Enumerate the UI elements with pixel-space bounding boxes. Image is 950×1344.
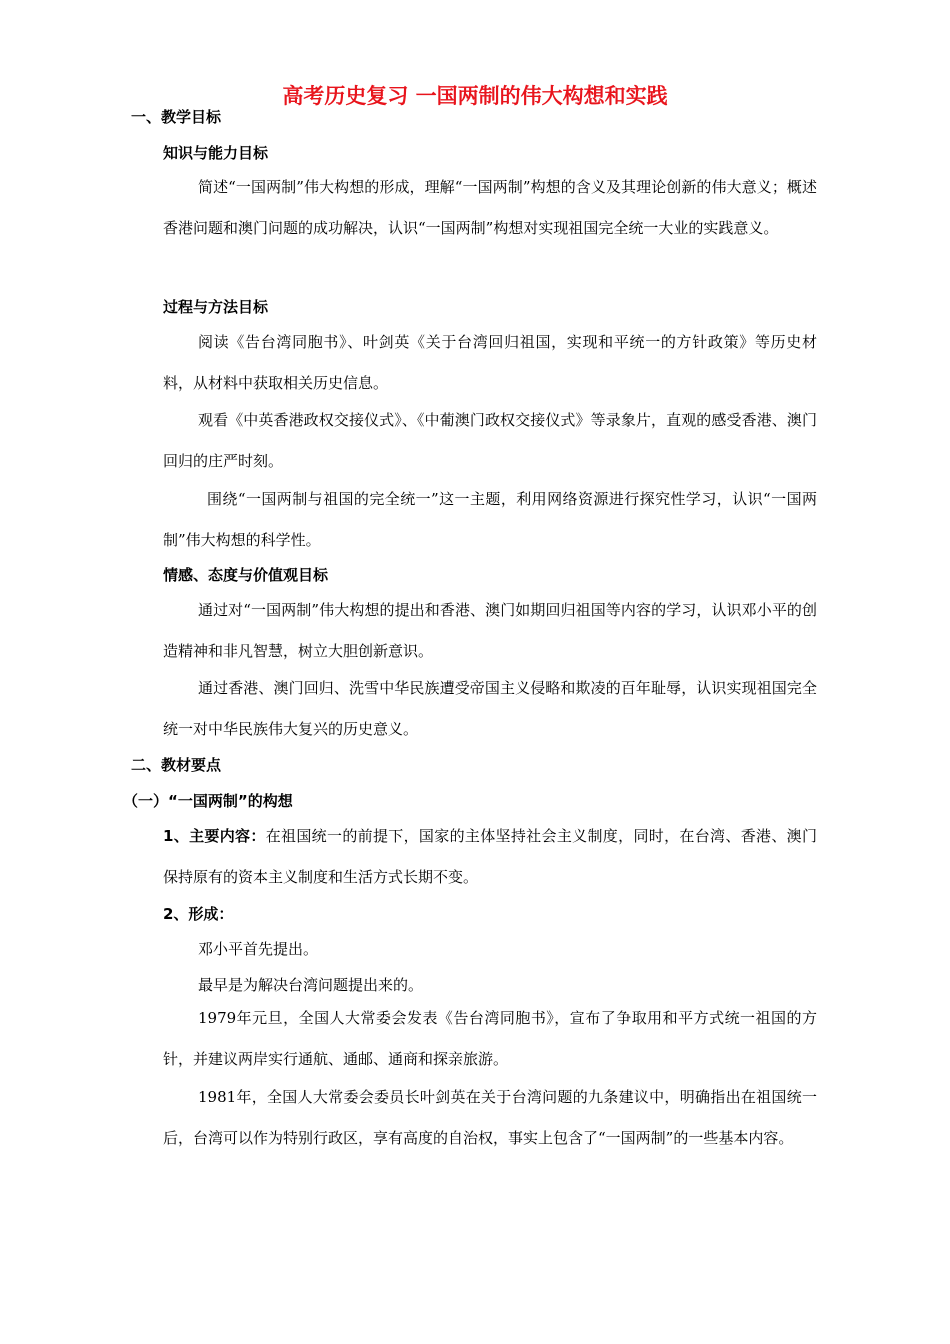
paragraph-emotion-2: 通过香港、澳门回归、洗雪中华民族遭受帝国主义侵略和欺凌的百年耻辱，认识实现祖国完全统一对中华民族伟大复兴的历史意义。 <box>163 679 817 738</box>
subheading-process-method: 过程与方法目标 <box>163 298 269 316</box>
paragraph-process-1: 阅读《告台湾同胞书》、叶剑英《关于台湾回归祖国，实现和平统一的方针政策》等历史材料，从材料中获取相关历史信息。 <box>163 333 817 392</box>
section-heading-key-points: 二、教材要点 <box>131 756 222 774</box>
line-deng-proposed: 邓小平首先提出。 <box>198 940 319 958</box>
paragraph-knowledge: 简述“一国两制”伟大构想的形成，理解“一国两制”构想的含义及其理论创新的伟大意义；概述香港问题和澳门问题的成功解决，认识“一国两制”构想对实现祖国完全统一大业的实践意义。 <box>163 178 817 237</box>
paragraph-main-content <box>163 816 817 898</box>
subheading-one-country-two-systems: （一）“一国两制”的构想 <box>123 792 293 810</box>
paragraph-1979: 1979年元旦，全国人大常委会发表《告台湾同胞书》，宣布了争取用和平方式统一祖国的方针，并建议两岸实行通航、通邮、通商和探亲旅游。 <box>163 1009 817 1068</box>
section-heading-teaching-goals: 一、教学目标 <box>131 108 222 126</box>
paragraph-emotion-1: 通过对“一国两制”伟大构想的提出和香港、澳门如期回归祖国等内容的学习，认识邓小平的创造精神和非凡智慧，树立大胆创新意识。 <box>163 601 817 660</box>
paragraph-1981: 1981年，全国人大常委会委员长叶剑英在关于台湾问题的九条建议中，明确指出在祖国统一后，台湾可以作为特别行政区，享有高度的自治权，事实上包含了“一国两制”的一些基本内容。 <box>163 1088 817 1147</box>
text-main-content: 在祖国统一的前提下，国家的主体坚持社会主义制度，同时，在台湾、香港、澳门保持原有的资本主义制度和生活方式长期不变。 <box>163 827 817 886</box>
document-title: 高考历史复习 一国两制的伟大构想和实践 <box>282 84 668 108</box>
subheading-emotion-values: 情感、态度与价值观目标 <box>163 566 329 584</box>
paragraph-process-2: 观看《中英香港政权交接仪式》、《中葡澳门政权交接仪式》等录象片，直观的感受香港、澳门回归的庄严时刻。 <box>163 411 817 470</box>
label-formation: 2、形成： <box>163 905 234 923</box>
subheading-knowledge-ability: 知识与能力目标 <box>163 144 269 162</box>
line-taiwan-origin: 最早是为解决台湾问题提出来的。 <box>198 976 424 994</box>
label-main-content: 1、主要内容： <box>163 827 266 845</box>
paragraph-process-3: 围绕“一国两制与祖国的完全统一”这一主题，利用网络资源进行探究性学习，认识“一国两制”伟大构想的科学性。 <box>163 490 817 549</box>
